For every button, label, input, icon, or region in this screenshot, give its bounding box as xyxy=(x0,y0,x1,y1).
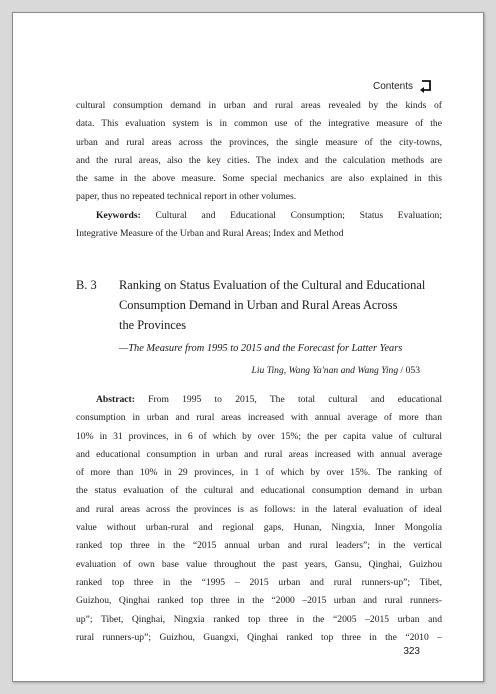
abstract-paragraph xyxy=(76,391,442,647)
intro-line: urban and rural areas across the provinces, the single measure of the city-towns, xyxy=(76,136,442,148)
keywords-label: Keywords: xyxy=(96,210,141,221)
page-reference: / 053 xyxy=(398,365,420,376)
abstract-line: ranked top three in the “1995 – 2015 urban and rural runners-up”; Tibet, xyxy=(76,576,442,588)
intro-line: the same in the above measure. Some special mechanics are also explained in this xyxy=(76,173,442,185)
abstract-line: ranked top three in the “2015 annual urban and rural leaders”; in the vertical xyxy=(76,540,442,552)
keywords-text-2: Integrative Measure of the Urban and Rural Areas; Index and Method xyxy=(76,228,344,240)
abstract-line: evaluation of own base value throughout the past years, Gansu, Qinghai, Guizhou xyxy=(76,558,442,570)
abstract-line: up”; Tibet, Qinghai, Ningxia ranked top three in the “2005 –2015 urban and xyxy=(76,613,442,625)
keywords-paragraph xyxy=(76,207,442,244)
abstract-line: and rural areas across the provinces is as follows: in the lateral evaluation of ideal xyxy=(76,503,442,515)
page-number: 323 xyxy=(403,646,420,657)
intro-line: paper, thus no repeated technical report in other volumes. xyxy=(76,191,297,203)
intro-line: cultural consumption demand in urban and rural areas revealed by the kinds of xyxy=(76,100,442,111)
keywords-text-1: Cultural and Educational Consumption; Status Evaluation; xyxy=(140,210,442,221)
section-subtitle: —The Measure from 1995 to 2015 and the Forecast for Latter Years xyxy=(119,343,403,354)
keywords-line xyxy=(76,207,442,225)
section-title-line: Ranking on Status Evaluation of the Cultural and Educational xyxy=(119,278,426,292)
section-title-line: the Provinces xyxy=(119,318,187,332)
book-page xyxy=(12,12,484,682)
abstract-line: consumption in urban and rural areas increased with annual average of more than xyxy=(76,412,442,424)
abstract-line: 10% in 31 provinces, in 6 of which by over 15%; the per capita value of cultural xyxy=(76,430,442,442)
intro-line: data. This evaluation system is in common use of the integrative measure of the xyxy=(76,118,442,130)
abstract-line: rural runners-up”; Guizhou, Guangxi, Qinghai ranked top three in the “2010 – xyxy=(76,631,442,643)
authors-line xyxy=(252,365,420,376)
abstract-line: the status evaluation of the cultural and educational consumption demand in urban xyxy=(76,485,442,497)
abstract-line: and educational consumption in urban and rural areas increased with annual average xyxy=(76,448,442,460)
section-title-line: Consumption Demand in Urban and Rural Areas Across xyxy=(119,298,398,312)
authors: Liu Ting, Wang Ya'nan and Wang Ying xyxy=(251,365,399,376)
abstract-label: Abstract: xyxy=(96,394,135,405)
abstract-first-text: From 1995 to 2015, The total cultural and educational xyxy=(134,394,442,405)
return-arrow-icon[interactable] xyxy=(418,79,432,93)
abstract-line: value without urban-rural and regional gaps, Hunan, Ningxia, Inner Mongolia xyxy=(76,522,442,534)
intro-line: and the rural areas, also the key cities. The index and the calculation methods are xyxy=(76,154,442,166)
abstract-line: Guizhou, Qinghai ranked top three in the “2000 –2015 urban and rural runners- xyxy=(76,595,442,607)
abstract-line: of more than 10% in 29 provinces, in 1 of which by over 15%. The ranking of xyxy=(76,467,442,479)
section-title xyxy=(119,275,449,335)
intro-paragraph xyxy=(76,97,442,207)
abstract-first-line xyxy=(76,391,442,409)
section-number: B. 3 xyxy=(76,278,97,292)
contents-link[interactable] xyxy=(373,79,432,93)
contents-label: Contents xyxy=(372,80,413,92)
